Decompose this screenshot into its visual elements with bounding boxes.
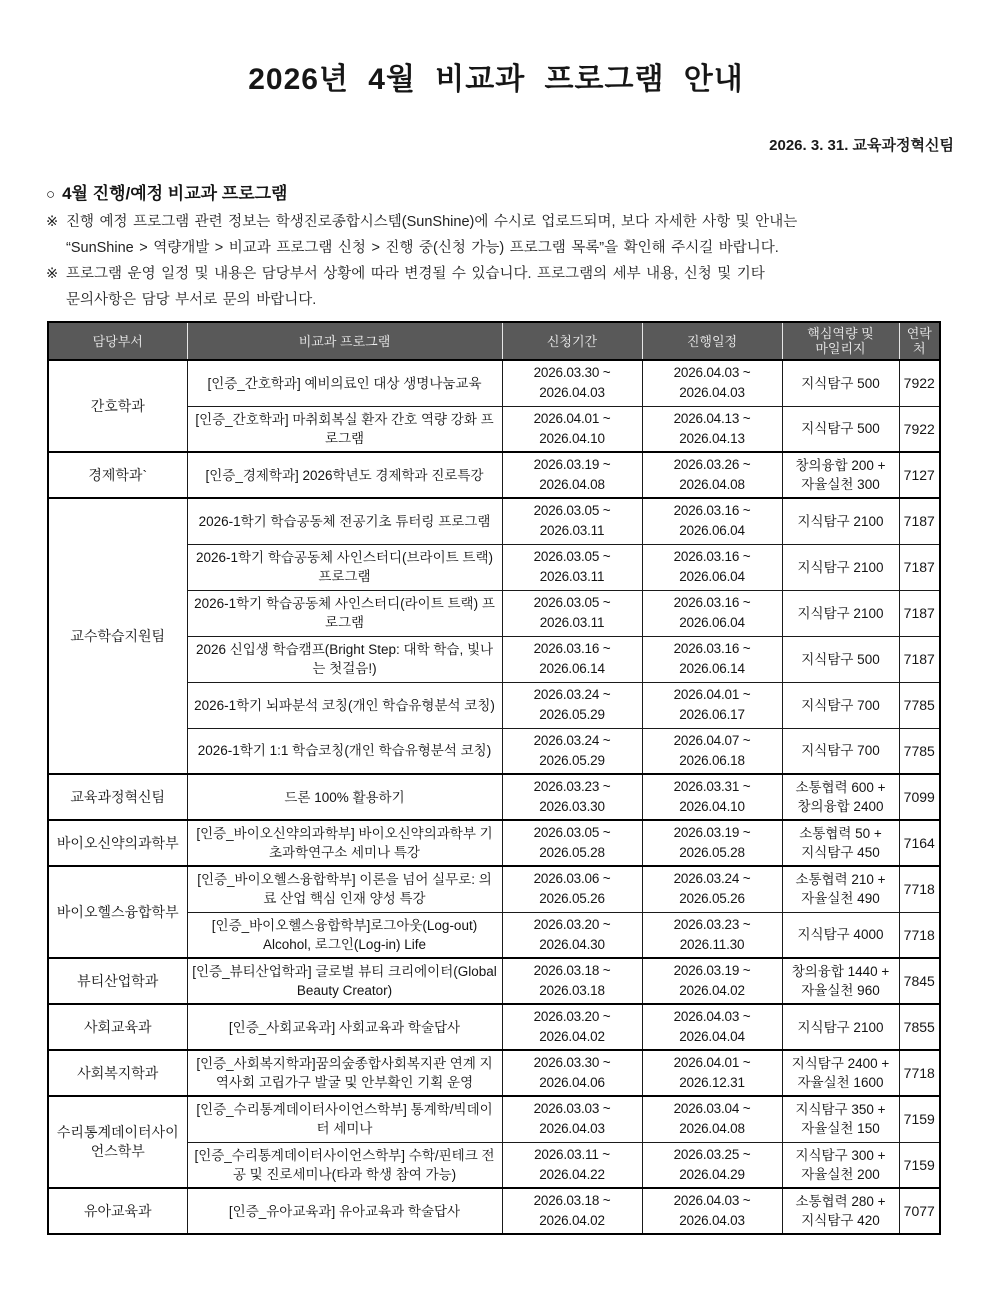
program-cell: [인증_뷰티산업학과] 글로벌 뷰티 크리에이터(Global Beauty Creator) [187,958,502,1004]
table-row [48,820,940,866]
program-cell: [인증_바이오헬스융합학부]로그아웃(Log-out) Alcohol, 로그인(Log-in) Life [187,912,502,958]
apply-period-cell: 2026.03.24 ~ 2026.05.29 [502,728,642,774]
column-header-3: 신청기간 [502,322,642,360]
apply-period-cell: 2026.04.01 ~ 2026.04.10 [502,406,642,452]
apply-period-cell: 2026.03.18 ~ 2026.03.18 [502,958,642,1004]
schedule-period-cell: 2026.03.16 ~ 2026.06.04 [642,544,782,590]
program-cell: 2026 신입생 학습캠프(Bright Step: 대학 학습, 빛나는 첫걸음!) [187,636,502,682]
program-cell: 2026-1학기 뇌파분석 코칭(개인 학습유형분석 코칭) [187,682,502,728]
column-header-5: 핵심역량 및 마일리지 [782,322,899,360]
mileage-cell: 지식탐구 500 [782,406,899,452]
program-cell: [인증_바이오신약의과학부] 바이오신약의과학부 기초과학연구소 세미나 특강 [187,820,502,866]
page-title: 2026년 4월 비교과 프로그램 안내 [248,63,744,96]
note-line: 진행 예정 프로그램 관련 정보는 학생진로종합시스템(SunShine)에 수시로 업로드되며, 보다 자세한 사항 및 안내는 [66,214,798,230]
mileage-cell: 지식탐구 700 [782,682,899,728]
table-row [48,774,940,820]
contact-cell: 7785 [899,728,940,774]
apply-period-cell: 2026.03.05 ~ 2026.05.28 [502,820,642,866]
note-line: 프로그램 운영 일정 및 내용은 담당부서 상황에 따라 변경될 수 있습니다. 프로그램의 세부 내용, 신청 및 기타 [66,266,765,282]
department-cell: 수리통계데이터사이언스학부 [48,1096,187,1188]
contact-cell: 7159 [899,1096,940,1142]
department-cell: 교수학습지원팀 [48,498,187,774]
schedule-period-cell: 2026.04.03 ~ 2026.04.04 [642,1004,782,1050]
program-cell: 드론 100% 활용하기 [187,774,502,820]
column-header-6: 연락처 [899,322,940,360]
schedule-period-cell: 2026.03.04 ~ 2026.04.08 [642,1096,782,1142]
program-cell: [인증_간호학과] 예비의료인 대상 생명나눔교육 [187,360,502,406]
program-cell: [인증_유아교육과] 유아교육과 학술답사 [187,1188,502,1234]
schedule-period-cell: 2026.03.31 ~ 2026.04.10 [642,774,782,820]
contact-cell: 7187 [899,636,940,682]
schedule-period-cell: 2026.03.25 ~ 2026.04.29 [642,1142,782,1188]
program-cell: 2026-1학기 1:1 학습코칭(개인 학습유형분석 코칭) [187,728,502,774]
schedule-period-cell: 2026.03.23 ~ 2026.11.30 [642,912,782,958]
apply-period-cell: 2026.03.23 ~ 2026.03.30 [502,774,642,820]
note-line: “SunShine > 역량개발 > 비교과 프로그램 신청 > 진행 중(신청 가능) 프로그램 목록”을 확인해 주시길 바랍니다. [66,240,779,256]
department-cell: 바이오신약의과학부 [48,820,187,866]
contact-cell: 7127 [899,452,940,498]
program-cell: 2026-1학기 학습공동체 사인스터디(라이트 트랙) 프로그램 [187,590,502,636]
note-marker: ※ [46,214,59,230]
mileage-cell: 소통협력 210 + 자율실천 490 [782,866,899,912]
table-row [48,1096,940,1142]
mileage-cell: 지식탐구 300 + 자율실천 200 [782,1142,899,1188]
apply-period-cell: 2026.03.03 ~ 2026.04.03 [502,1096,642,1142]
mileage-cell: 지식탐구 700 [782,728,899,774]
mileage-cell: 창의융합 200 + 자율실천 300 [782,452,899,498]
table-row [48,958,940,1004]
contact-cell: 7785 [899,682,940,728]
program-cell: [인증_사회복지학과]꿈의숲종합사회복지관 연계 지역사회 고립가구 발굴 및 안부확인 기획 운영 [187,1050,502,1096]
contact-cell: 7855 [899,1004,940,1050]
contact-cell: 7718 [899,866,940,912]
department-cell: 간호학과 [48,360,187,452]
program-table [47,321,941,1235]
contact-cell: 7187 [899,498,940,544]
document-page [0,54,992,1299]
apply-period-cell: 2026.03.19 ~ 2026.04.08 [502,452,642,498]
mileage-cell: 지식탐구 500 [782,360,899,406]
mileage-cell: 지식탐구 2100 [782,1004,899,1050]
contact-cell: 7718 [899,912,940,958]
schedule-period-cell: 2026.04.07 ~ 2026.06.18 [642,728,782,774]
schedule-period-cell: 2026.04.03 ~ 2026.04.03 [642,360,782,406]
note-marker: ※ [46,266,59,282]
program-cell: [인증_수리통계데이터사이언스학부] 통계학/빅데이터 세미나 [187,1096,502,1142]
apply-period-cell: 2026.03.05 ~ 2026.03.11 [502,590,642,636]
mileage-cell: 지식탐구 2400 + 자율실천 1600 [782,1050,899,1096]
schedule-period-cell: 2026.03.16 ~ 2026.06.14 [642,636,782,682]
mileage-cell: 소통협력 600 + 창의융합 2400 [782,774,899,820]
contact-cell: 7922 [899,406,940,452]
mileage-cell: 창의융합 1440 + 자율실천 960 [782,958,899,1004]
date-author-line: 2026. 3. 31. 교육과정혁신팀 [769,137,954,154]
table-header-row [48,322,940,360]
contact-cell: 7845 [899,958,940,1004]
apply-period-cell: 2026.03.24 ~ 2026.05.29 [502,682,642,728]
schedule-period-cell: 2026.03.26 ~ 2026.04.08 [642,452,782,498]
column-header-1: 담당부서 [48,322,187,360]
program-cell: [인증_간호학과] 마취회복실 환자 간호 역량 강화 프로그램 [187,406,502,452]
mileage-cell: 소통협력 280 + 지식탐구 420 [782,1188,899,1234]
apply-period-cell: 2026.03.05 ~ 2026.03.11 [502,498,642,544]
mileage-cell: 지식탐구 4000 [782,912,899,958]
contact-cell: 7077 [899,1188,940,1234]
apply-period-cell: 2026.03.06 ~ 2026.05.26 [502,866,642,912]
department-cell: 경제학과` [48,452,187,498]
schedule-period-cell: 2026.03.24 ~ 2026.05.26 [642,866,782,912]
mileage-cell: 지식탐구 2100 [782,498,899,544]
apply-period-cell: 2026.03.05 ~ 2026.03.11 [502,544,642,590]
contact-cell: 7159 [899,1142,940,1188]
apply-period-cell: 2026.03.16 ~ 2026.06.14 [502,636,642,682]
department-cell: 유아교육과 [48,1188,187,1234]
department-cell: 사회복지학과 [48,1050,187,1096]
note-2 [46,261,954,313]
table-row [48,452,940,498]
section-heading-text: 4월 진행/예정 비교과 프로그램 [62,184,288,203]
column-header-4: 진행일정 [642,322,782,360]
table-row [48,498,940,544]
apply-period-cell: 2026.03.20 ~ 2026.04.30 [502,912,642,958]
mileage-cell: 지식탐구 500 [782,636,899,682]
mileage-cell: 소통협력 50 + 지식탐구 450 [782,820,899,866]
table-row [48,1050,940,1096]
apply-period-cell: 2026.03.20 ~ 2026.04.02 [502,1004,642,1050]
program-cell: [인증_바이오헬스융합학부] 이론을 넘어 실무로: 의료 산업 핵심 인재 양성 특강 [187,866,502,912]
contact-cell: 7099 [899,774,940,820]
schedule-period-cell: 2026.03.19 ~ 2026.05.28 [642,820,782,866]
apply-period-cell: 2026.03.18 ~ 2026.04.02 [502,1188,642,1234]
contact-cell: 7164 [899,820,940,866]
program-cell: 2026-1학기 학습공동체 전공기초 튜터링 프로그램 [187,498,502,544]
column-header-2: 비교과 프로그램 [187,322,502,360]
note-1 [46,209,954,261]
program-cell: [인증_수리통계데이터사이언스학부] 수학/핀테크 전공 및 진로세미나(타과 학생 참여 가능) [187,1142,502,1188]
apply-period-cell: 2026.03.11 ~ 2026.04.22 [502,1142,642,1188]
contact-cell: 7922 [899,360,940,406]
mileage-cell: 지식탐구 350 + 자율실천 150 [782,1096,899,1142]
program-cell: [인증_사회교육과] 사회교육과 학술답사 [187,1004,502,1050]
schedule-period-cell: 2026.04.01 ~ 2026.12.31 [642,1050,782,1096]
table-row [48,866,940,912]
department-cell: 교육과정혁신팀 [48,774,187,820]
notes-block [46,209,954,313]
schedule-period-cell: 2026.04.01 ~ 2026.06.17 [642,682,782,728]
program-cell: 2026-1학기 학습공동체 사인스터디(브라이트 트랙) 프로그램 [187,544,502,590]
circle-bullet-icon: ○ [46,186,56,203]
table-row [48,1188,940,1234]
schedule-period-cell: 2026.03.16 ~ 2026.06.04 [642,590,782,636]
note-line: 문의사항은 담당 부서로 문의 바랍니다. [66,292,317,308]
department-cell: 사회교육과 [48,1004,187,1050]
apply-period-cell: 2026.03.30 ~ 2026.04.03 [502,360,642,406]
section-heading [46,179,992,204]
department-cell: 바이오헬스융합학부 [48,866,187,958]
apply-period-cell: 2026.03.30 ~ 2026.04.06 [502,1050,642,1096]
contact-cell: 7718 [899,1050,940,1096]
schedule-period-cell: 2026.03.19 ~ 2026.04.02 [642,958,782,1004]
department-cell: 뷰티산업학과 [48,958,187,1004]
table-row [48,1004,940,1050]
program-cell: [인증_경제학과] 2026학년도 경제학과 진로특강 [187,452,502,498]
table-row [48,360,940,406]
mileage-cell: 지식탐구 2100 [782,590,899,636]
schedule-period-cell: 2026.04.03 ~ 2026.04.03 [642,1188,782,1234]
schedule-period-cell: 2026.04.13 ~ 2026.04.13 [642,406,782,452]
contact-cell: 7187 [899,590,940,636]
schedule-period-cell: 2026.03.16 ~ 2026.06.04 [642,498,782,544]
contact-cell: 7187 [899,544,940,590]
mileage-cell: 지식탐구 2100 [782,544,899,590]
